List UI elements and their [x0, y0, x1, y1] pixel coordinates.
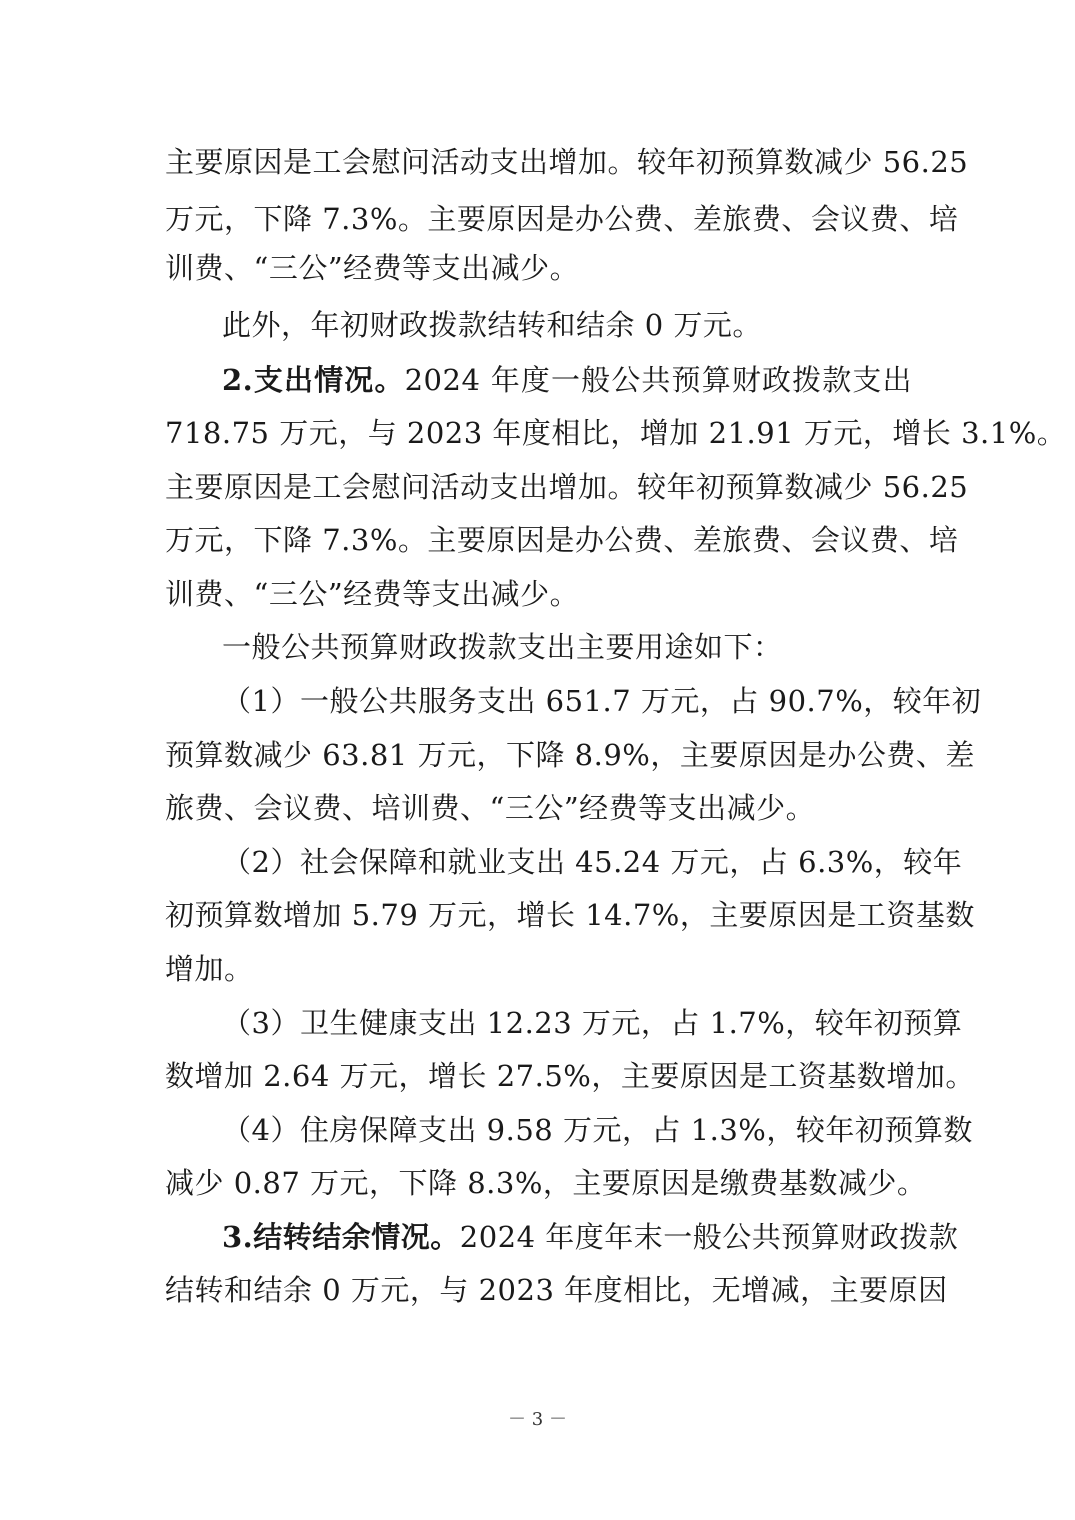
section-heading-carryover: 3.结转结余情况。	[222, 1220, 460, 1254]
body-text-line: 万元，下降 7.3%。主要原因是办公费、差旅费、会议费、培	[165, 523, 959, 557]
body-text-line: 主要原因是工会慰问活动支出增加。较年初预算数减少 56.25	[165, 145, 969, 179]
body-text-line: 数增加 2.64 万元，增长 27.5%，主要原因是工资基数增加。	[165, 1059, 975, 1093]
list-item-line: （4）住房保障支出 9.58 万元，占 1.3%，较年初预算数	[222, 1113, 973, 1147]
list-item-line: （1）一般公共服务支出 651.7 万元，占 90.7%，较年初	[222, 684, 982, 718]
section-heading-line: 3.结转结余情况。2024 年度年末一般公共预算财政拨款	[222, 1220, 959, 1254]
section-heading-expenditure: 2.支出情况。	[222, 363, 405, 397]
body-text-line: 万元，下降 7.3%。主要原因是办公费、差旅费、会议费、培	[165, 202, 959, 236]
body-text-line: 训费、“三公”经费等支出减少。	[165, 251, 580, 285]
body-text-line: 旅费、会议费、培训费、“三公”经费等支出减少。	[165, 791, 816, 825]
body-text-line: 减少 0.87 万元，下降 8.3%，主要原因是缴费基数减少。	[165, 1166, 927, 1200]
page-number: － 3 －	[508, 1409, 567, 1430]
body-text-line: 主要原因是工会慰问活动支出增加。较年初预算数减少 56.25	[165, 470, 969, 504]
body-text-line: 增加。	[165, 952, 254, 986]
paragraph-first-line: 一般公共预算财政拨款支出主要用途如下：	[222, 630, 783, 664]
body-text-line: 初预算数增加 5.79 万元，增长 14.7%，主要原因是工资基数	[165, 898, 975, 932]
section-heading-line: 2.支出情况。2024 年度一般公共预算财政拨款支出	[222, 363, 912, 397]
paragraph-first-line: 此外，年初财政拨款结转和结余 0 万元。	[222, 308, 762, 342]
body-text-line: 结转和结余 0 万元，与 2023 年度相比，无增减，主要原因	[165, 1273, 948, 1307]
body-text-line: 718.75 万元，与 2023 年度相比，增加 21.91 万元，增长 3.1%。	[165, 416, 1067, 450]
body-text-line: 预算数减少 63.81 万元，下降 8.9%，主要原因是办公费、差	[165, 738, 975, 772]
list-item-line: （2）社会保障和就业支出 45.24 万元，占 6.3%，较年	[222, 845, 963, 879]
list-item-line: （3）卫生健康支出 12.23 万元，占 1.7%，较年初预算	[222, 1006, 963, 1040]
body-text-line: 训费、“三公”经费等支出减少。	[165, 577, 580, 611]
